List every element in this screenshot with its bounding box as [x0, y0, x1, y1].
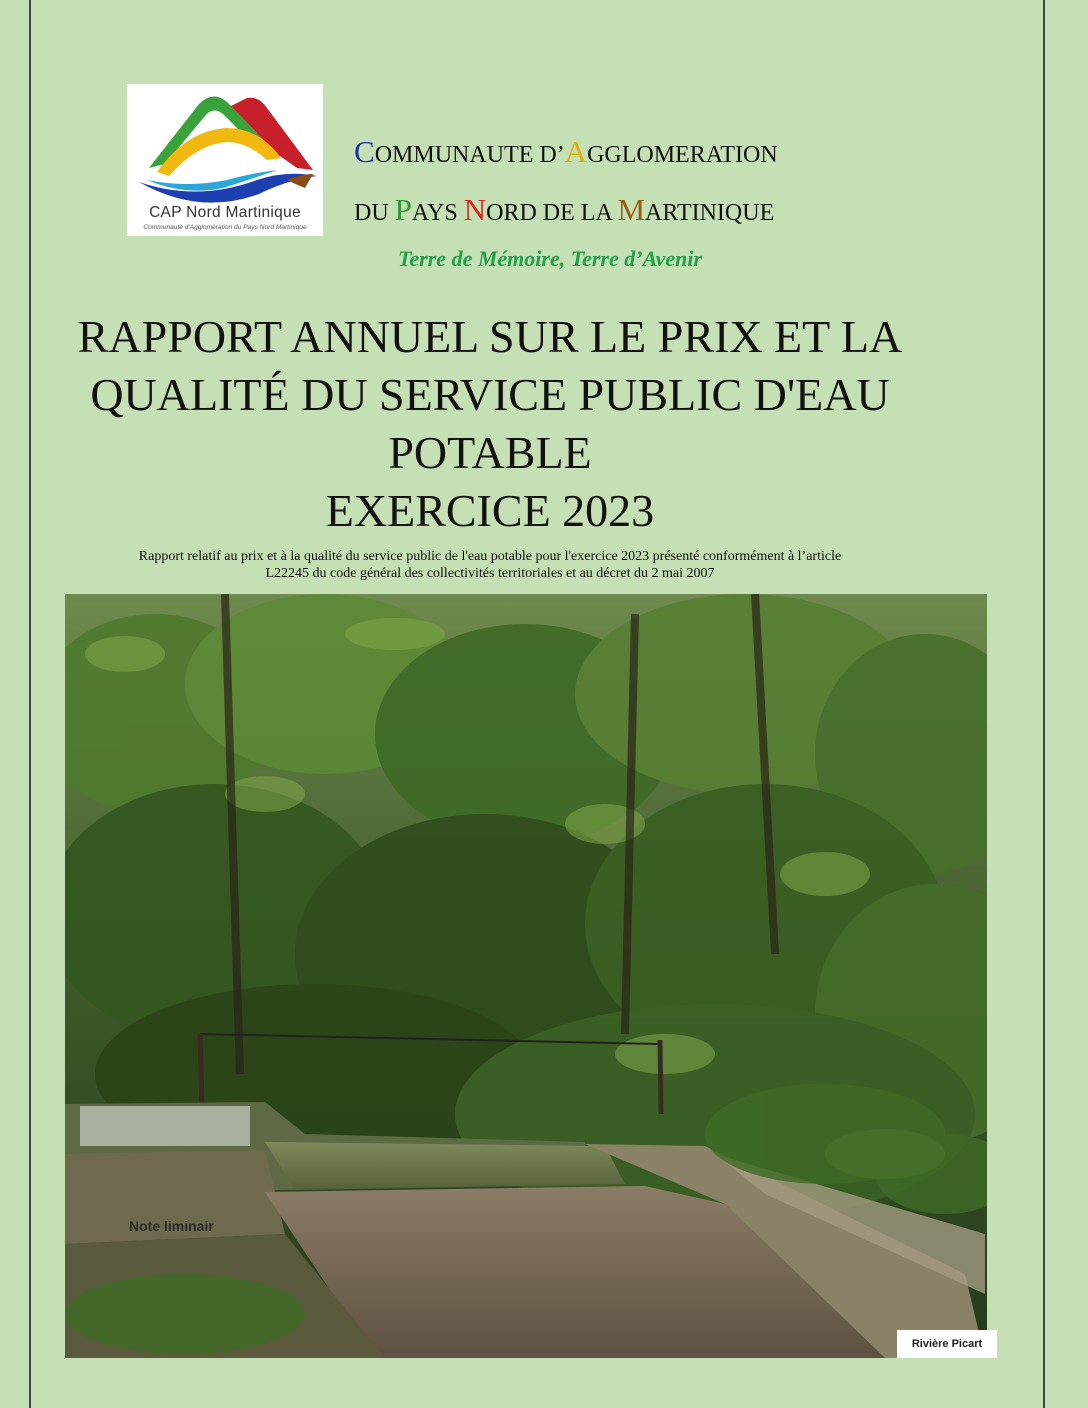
logo-subtitle: Communauté d'Agglomération du Pays Nord Martinique [143, 224, 307, 231]
org-name-line1-part-0: C [354, 134, 375, 169]
report-title-line-1: RAPPORT ANNUEL SUR LE PRIX ET LA [77, 311, 903, 362]
org-name-line2-part-2: AYS [411, 200, 464, 226]
river-photo [65, 594, 987, 1358]
intro-line-2: L22245 du code général des collectivités territoriales et au décret du 2 mai 2007 [265, 566, 715, 581]
report-title-line-3: POTABLE [388, 427, 592, 478]
org-name-line1-part-2: A [564, 134, 588, 169]
intro-line-1: Rapport relatif au prix et à la qualité du service public de l'eau potable pour l'exercice 2023 présenté conformément à l’article [138, 549, 842, 564]
org-name-line1-part-3: GGLOMERATION [587, 142, 778, 168]
cap-nord-logo [127, 84, 323, 236]
report-title-line-4: EXERCICE 2023 [325, 485, 655, 536]
photo-caption: Rivière Picart [897, 1330, 997, 1358]
note-liminaire-overlay: Note liminair [129, 1218, 214, 1234]
intro-paragraph [60, 548, 920, 582]
org-name-line2-part-3: N [463, 192, 487, 227]
org-name-line1-part-1: OMMUNAUTE D’ [374, 142, 565, 168]
motto: Terre de Mémoire, Terre d’Avenir [398, 246, 703, 271]
org-name-line2-part-4: ORD DE LA [486, 200, 618, 226]
org-name-line2-part-6: ARTINIQUE [645, 200, 775, 226]
report-title-line-2: QUALITÉ DU SERVICE PUBLIC D'EAU [90, 369, 890, 420]
org-name-line2-part-5: M [617, 192, 646, 227]
logo-name: CAP Nord Martinique [149, 204, 301, 221]
org-name-line-1 [354, 134, 778, 170]
org-name-line-2 [354, 192, 774, 228]
org-name-line2-part-1: P [394, 192, 412, 227]
forest-river-image [65, 594, 987, 1358]
org-name-line2-part-0: DU [354, 200, 395, 226]
report-title [30, 308, 950, 540]
